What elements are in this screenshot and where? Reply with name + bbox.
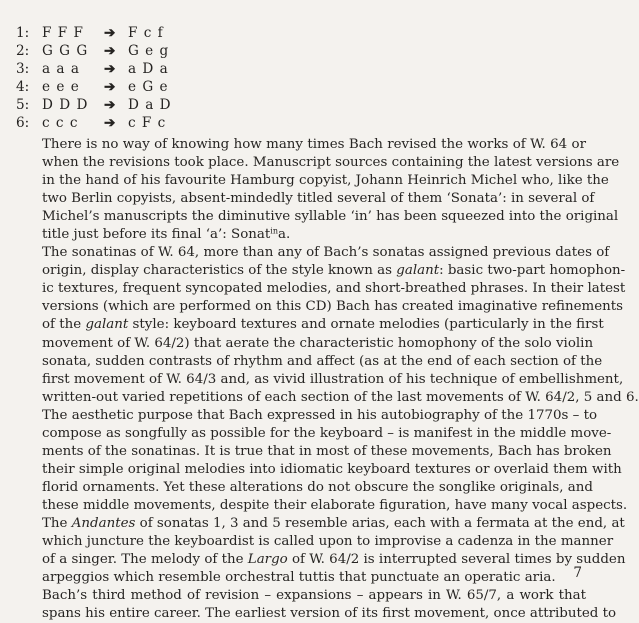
key-row — [16, 24, 172, 42]
key-original: G G G — [42, 43, 89, 59]
key-original: e e e — [42, 79, 80, 95]
arrow-icon: ➔ — [104, 79, 116, 95]
text-line: when the revisions took place. Manuscript sources containing the latest versions are — [42, 155, 620, 171]
page-number: 7 — [573, 565, 582, 581]
text-line: Michel’s manuscripts the diminutive syllable ‘in’ has been squeezed into the original — [42, 209, 619, 225]
text-line: The aesthetic purpose that Bach expressed in his autobiography of the 1770s – to — [42, 407, 598, 423]
key-number: 1: — [16, 25, 30, 41]
key-row — [16, 42, 172, 60]
key-scheme-table — [16, 24, 172, 132]
text-line: origin, display characteristics of the style known as galant: basic two-part homophon- — [42, 263, 626, 279]
text-line: ic textures, frequent syncopated melodies, and short-breathed phrases. In their latest — [42, 281, 626, 297]
key-number: 2: — [16, 43, 30, 59]
text-line: florid ornaments. Yet these alterations do not obscure the songlike originals, and — [42, 479, 593, 495]
arrow-icon: ➔ — [104, 97, 116, 113]
text-line: their simple original melodies into idiomatic keyboard textures or overlaid them with — [42, 461, 622, 477]
arrow-icon: ➔ — [104, 25, 116, 41]
text-line: The Andantes of sonatas 1, 3 and 5 resemble arias, each with a fermata at the end, at — [42, 515, 625, 531]
key-number: 3: — [16, 61, 30, 77]
key-original: a a a — [42, 61, 80, 77]
paragraph — [18, 136, 620, 244]
key-row — [16, 114, 172, 132]
arrow-icon: ➔ — [104, 61, 116, 77]
text-line: arpeggios which resemble orchestral tuttis that punctuate an operatic aria. — [42, 570, 556, 586]
text-line: of the galant style: keyboard textures and ornate melodies (particularly in the first — [42, 317, 604, 333]
key-row — [16, 96, 172, 114]
text-line: two Berlin copyists, absent-mindedly titled several of them ‘Sonata’: in several of — [42, 191, 595, 207]
text-line: of a singer. The melody of the Largo of W. 64/2 is interrupted several times by sudden — [42, 552, 626, 568]
paragraph — [18, 244, 639, 406]
text-line: Bach’s third method of revision – expansions – appears in W. 65/7, a work that — [42, 588, 586, 604]
text-line: first movement of W. 64/3 and, as vivid illustration of his technique of embellishment, — [42, 371, 624, 387]
key-revised: D a D — [128, 97, 172, 113]
text-line: in the hand of his favourite Hamburg copyist, Johann Heinrich Michel who, like the — [42, 173, 609, 189]
key-revised: a D a — [128, 61, 169, 77]
paragraph — [18, 587, 617, 623]
text-line: which juncture the keyboardist is called upon to improvise a cadenza in the manner — [42, 534, 614, 550]
key-number: 4: — [16, 79, 30, 95]
text-line: written-out varied repetitions of each section of the last movements of W. 64/2, 5 and 6. — [42, 389, 639, 405]
key-original: F F F — [42, 25, 84, 41]
key-number: 6: — [16, 115, 30, 131]
text-line: spans his entire career. The earliest version of its first movement, once attributed to — [42, 606, 617, 622]
text-line: There is no way of knowing how many times Bach revised the works of W. 64 or — [42, 137, 586, 152]
key-revised: G e g — [128, 43, 170, 59]
text-line: movement of W. 64/2) that aerate the characteristic homophony of the solo violin — [42, 335, 594, 351]
arrow-icon: ➔ — [104, 115, 116, 131]
key-revised: F c f — [128, 25, 164, 41]
paragraph — [18, 407, 628, 587]
text-line: sonata, sudden contrasts of rhythm and affect (as at the end of each section of the — [42, 353, 603, 369]
key-original: c c c — [42, 115, 79, 131]
key-row — [16, 60, 172, 78]
text-line: ments of the sonatinas. It is true that in most of these movements, Bach has broken — [42, 443, 612, 459]
text-line: The sonatinas of W. 64, more than any of Bach’s sonatas assigned previous dates of — [42, 245, 610, 261]
key-revised: c F c — [128, 115, 167, 131]
text-line: these middle movements, despite their elaborate figuration, have many vocal aspects. — [42, 497, 628, 513]
key-original: D D D — [42, 97, 89, 113]
text-line: compose as songfully as possible for the keyboard – is manifest in the middle move- — [42, 425, 612, 441]
text-line: title just before its final ‘a’: Sonat$^{in}$a. — [42, 226, 291, 243]
key-number: 5: — [16, 97, 30, 113]
key-row — [16, 78, 172, 96]
key-revised: e G e — [128, 79, 169, 95]
arrow-icon: ➔ — [104, 43, 116, 59]
body-text — [18, 136, 639, 623]
text-line: versions (which are performed on this CD) Bach has created imaginative refinements — [42, 299, 624, 315]
